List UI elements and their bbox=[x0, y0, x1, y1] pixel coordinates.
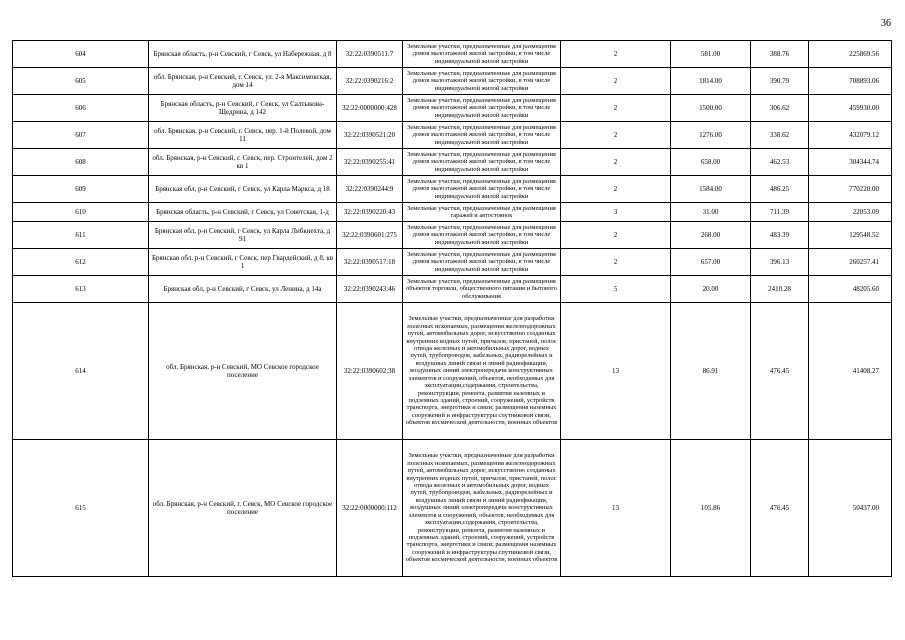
table-row bbox=[13, 303, 892, 440]
price-cell: 483.39 bbox=[751, 222, 809, 249]
area-cell: 1500.00 bbox=[671, 95, 751, 122]
cadastral-table bbox=[12, 40, 892, 577]
row-number: 605 bbox=[13, 68, 149, 95]
land-use-cell: Земельные участки, предназначенные для разработки полезных ископаемых, размещения железнодорожных путей, автомобильных дорог, искусственно созданных внутренних водных путей, причалов, пристаней, полос отвода железных и автомобильных дорог, водных путей, трубопроводов, кабельных, радиорелейных и воздушных линий связи и линий радиофикации, воздушных линий электропередачи конструктивных элементов и сооружений, объектов, необходимых для эксплуатации,содержания, строительства, реконструкции, ремонта, развития наземных и подземных зданий, строений, сооружений, устройств транспорта, энергетики и связи; размещения наземных сооружений и инфраструктуры спутниковой связи, объектов космической деятельности, военных объектов bbox=[403, 303, 561, 440]
address-cell: обл. Брянская, р-н Севский, МО Севское городское поселение bbox=[149, 303, 337, 440]
cadastral-number-cell: 32:22:0390521:20 bbox=[337, 122, 403, 149]
cadastral-number-cell: 32:22:0390216:2 bbox=[337, 68, 403, 95]
address-cell: Брянская обл, р-н Севский, г Севск, ул Ленина, д 14а bbox=[149, 276, 337, 303]
group-cell: 5 bbox=[561, 276, 671, 303]
row-number: 608 bbox=[13, 149, 149, 176]
row-number: 609 bbox=[13, 176, 149, 203]
group-cell: 2 bbox=[561, 68, 671, 95]
address-cell: Брянская область, р-н Севский, г Севск, ул Салтыкова-Щедрина, д 142 bbox=[149, 95, 337, 122]
cadastral-number-cell: 32:22:0000000:428 bbox=[337, 95, 403, 122]
value-cell: 304344.74 bbox=[809, 149, 892, 176]
land-use-cell: Земельные участки, предназначенные для размещения объектов торговли, общественного питания и бытового обслуживания bbox=[403, 276, 561, 303]
cadastral-number-cell: 32:22:0390602:38 bbox=[337, 303, 403, 440]
value-cell: 129548.52 bbox=[809, 222, 892, 249]
land-use-cell: Земельные участки, предназначенные для размещения домов малоэтажной жилой застройки, в том числе индивидуальной жилой застройки bbox=[403, 122, 561, 149]
row-number: 604 bbox=[13, 41, 149, 68]
area-cell: 581.00 bbox=[671, 41, 751, 68]
value-cell: 770220.00 bbox=[809, 176, 892, 203]
value-cell: 48205.60 bbox=[809, 276, 892, 303]
address-cell: обл. Брянская, р-н Севский, г. Севск, МО Севское городское поселение bbox=[149, 440, 337, 577]
value-cell: 50437.00 bbox=[809, 440, 892, 577]
group-cell: 2 bbox=[561, 122, 671, 149]
land-use-cell: Земельные участки, предназначенные для размещения домов малоэтажной жилой застройки, в том числе индивидуальной жилой застройки bbox=[403, 95, 561, 122]
cadastral-number-cell: 32:22:0000000:112 bbox=[337, 440, 403, 577]
cadastral-number-cell: 32:22:0390517:18 bbox=[337, 249, 403, 276]
cadastral-number-cell: 32:22:0390601:275 bbox=[337, 222, 403, 249]
group-cell: 13 bbox=[561, 303, 671, 440]
price-cell: 396.13 bbox=[751, 249, 809, 276]
price-cell: 476.45 bbox=[751, 303, 809, 440]
cadastral-number-cell: 32:22:0390255:41 bbox=[337, 149, 403, 176]
group-cell: 2 bbox=[561, 222, 671, 249]
address-cell: Брянская обл, р-н Севский, г Севск, пер Гвардейский, д 8, кв 1 bbox=[149, 249, 337, 276]
land-use-cell: Земельные участки, предназначенные для размещения домов малоэтажной жилой застройки, в том числе индивидуальной жилой застройки bbox=[403, 41, 561, 68]
area-cell: 31.00 bbox=[671, 203, 751, 222]
area-cell: 105.86 bbox=[671, 440, 751, 577]
price-cell: 462.53 bbox=[751, 149, 809, 176]
area-cell: 657.00 bbox=[671, 249, 751, 276]
page-number: 36 bbox=[881, 18, 891, 29]
price-cell: 476.45 bbox=[751, 440, 809, 577]
address-cell: Брянская область, р-н Севский, г Севск, ул Набережная, д 8 bbox=[149, 41, 337, 68]
value-cell: 459930.00 bbox=[809, 95, 892, 122]
table-row bbox=[13, 276, 892, 303]
group-cell: 13 bbox=[561, 440, 671, 577]
land-use-cell: Земельные участки, предназначенные для размещения домов малоэтажной жилой застройки, в том числе индивидуальной жилой застройки bbox=[403, 68, 561, 95]
land-use-cell: Земельные участки, предназначенные для размещения гаражей и автостоянок bbox=[403, 203, 561, 222]
price-cell: 338.62 bbox=[751, 122, 809, 149]
table-row bbox=[13, 122, 892, 149]
table-row bbox=[13, 68, 892, 95]
value-cell: 22053.09 bbox=[809, 203, 892, 222]
row-number: 612 bbox=[13, 249, 149, 276]
value-cell: 432079.12 bbox=[809, 122, 892, 149]
table-row bbox=[13, 249, 892, 276]
row-number: 615 bbox=[13, 440, 149, 577]
price-cell: 2410.28 bbox=[751, 276, 809, 303]
price-cell: 388.76 bbox=[751, 41, 809, 68]
table-row bbox=[13, 41, 892, 68]
table-row bbox=[13, 222, 892, 249]
area-cell: 20.00 bbox=[671, 276, 751, 303]
price-cell: 711.39 bbox=[751, 203, 809, 222]
table-row bbox=[13, 176, 892, 203]
area-cell: 1584.00 bbox=[671, 176, 751, 203]
value-cell: 708893.06 bbox=[809, 68, 892, 95]
table-row bbox=[13, 149, 892, 176]
price-cell: 390.79 bbox=[751, 68, 809, 95]
land-use-cell: Земельные участки, предназначенные для размещения домов малоэтажной жилой застройки, в том числе индивидуальной жилой застройки bbox=[403, 149, 561, 176]
price-cell: 486.25 bbox=[751, 176, 809, 203]
address-cell: Брянская обл, р-н Севский, г Севск, ул Карла Маркса, д 18 bbox=[149, 176, 337, 203]
group-cell: 2 bbox=[561, 176, 671, 203]
row-number: 613 bbox=[13, 276, 149, 303]
price-cell: 306.62 bbox=[751, 95, 809, 122]
table-row bbox=[13, 203, 892, 222]
area-cell: 1814.00 bbox=[671, 68, 751, 95]
address-cell: Брянская обл, р-н Севский, г Севск, ул Карла Либкнехта, д 91 bbox=[149, 222, 337, 249]
address-cell: Брянская область, р-н Севский, г Севск, ул Советская, 1-д bbox=[149, 203, 337, 222]
table-row bbox=[13, 95, 892, 122]
row-number: 607 bbox=[13, 122, 149, 149]
value-cell: 260257.41 bbox=[809, 249, 892, 276]
group-cell: 2 bbox=[561, 149, 671, 176]
cadastral-number-cell: 32:22:0390244:9 bbox=[337, 176, 403, 203]
value-cell: 41408.27 bbox=[809, 303, 892, 440]
area-cell: 268.00 bbox=[671, 222, 751, 249]
land-use-cell: Земельные участки, предназначенные для размещения домов малоэтажной жилой застройки, в том числе индивидуальной жилой застройки bbox=[403, 176, 561, 203]
row-number: 611 bbox=[13, 222, 149, 249]
land-use-cell: Земельные участки, предназначенные для разработки полезных ископаемых, размещения железнодорожных путей, автомобильных дорог, искусственно созданных внутренних водных путей, причалов, пристаней, полос отвода железных и автомобильных дорог, водных путей, трубопроводов, кабельных, радиорелейных и воздушных линий связи и линий радиофикации, воздушных линий электропередачи конструктивных элементов и сооружений, объектов, необходимых для эксплуатации,содержания, строительства, реконструкции, ремонта, развития наземных и подземных зданий, строений, сооружений, устройств транспорта, энергетики и связи; размещения наземных сооружений и инфраструктуры спутниковой связи, объектов космической деятельности, военных объектов bbox=[403, 440, 561, 577]
area-cell: 86.91 bbox=[671, 303, 751, 440]
area-cell: 658.00 bbox=[671, 149, 751, 176]
row-number: 614 bbox=[13, 303, 149, 440]
address-cell: обл. Брянская, р-н Севский, г. Севск, ул. 2-я Максимовская, дом 14 bbox=[149, 68, 337, 95]
row-number: 606 bbox=[13, 95, 149, 122]
value-cell: 225869.56 bbox=[809, 41, 892, 68]
group-cell: 2 bbox=[561, 41, 671, 68]
group-cell: 3 bbox=[561, 203, 671, 222]
cadastral-number-cell: 32:22:0390511:7 bbox=[337, 41, 403, 68]
row-number: 610 bbox=[13, 203, 149, 222]
land-use-cell: Земельные участки, предназначенные для размещения домов малоэтажной жилой застройки, в том числе индивидуальной жилой застройки bbox=[403, 249, 561, 276]
cadastral-number-cell: 32:22:0390220:43 bbox=[337, 203, 403, 222]
table-row bbox=[13, 440, 892, 577]
land-use-cell: Земельные участки, предназначенные для размещения домов малоэтажной жилой застройки, в том числе индивидуальной жилой застройки bbox=[403, 222, 561, 249]
address-cell: обл. Брянская, р-н Севский, г. Севск, пер. Строителей, дом 2 кв 1 bbox=[149, 149, 337, 176]
group-cell: 2 bbox=[561, 95, 671, 122]
area-cell: 1276.00 bbox=[671, 122, 751, 149]
group-cell: 2 bbox=[561, 249, 671, 276]
address-cell: обл. Брянская, р-н Севский, г. Севск, пер. 1-й Полевой, дом 11 bbox=[149, 122, 337, 149]
cadastral-number-cell: 32:22:0390243:46 bbox=[337, 276, 403, 303]
